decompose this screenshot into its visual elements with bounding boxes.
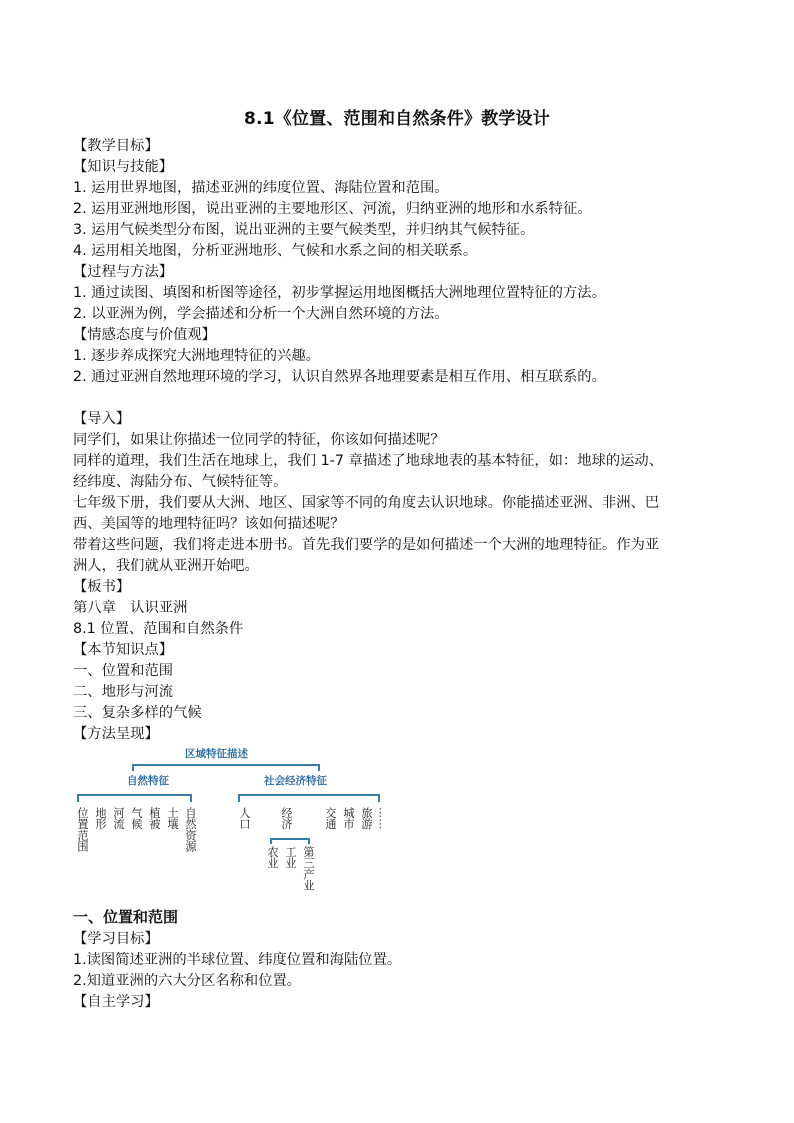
text-line: 第八章 认识亚洲 [73, 600, 188, 616]
diagram-connector [190, 794, 192, 802]
text-line: 1.读图简述亚洲的半球位置、纬度位置和海陆位置。 [73, 952, 402, 968]
diagram-item-economy: 经济 [280, 807, 293, 830]
text-line: 七年级下册，我们要从大洲、地区、国家等不同的角度去认识地球。你能描述亚洲、非洲、巴 [73, 495, 660, 511]
text-line: 带着这些问题，我们将走进本册书。首先我们要学的是如何描述一个大洲的地理特征。作为亚 [73, 537, 660, 553]
diagram-item-industry: 工业 [284, 846, 297, 869]
text-line: 8.1 位置、范围和自然条件 [73, 621, 244, 637]
diagram-social-label: 社会经济特征 [264, 775, 327, 787]
diagram-item-tourism: 旅游 [360, 807, 373, 830]
diagram-item-ellipsis: ⋯⋯ [374, 807, 387, 830]
method-diagram [73, 745, 403, 897]
text-line: 【自主学习】 [73, 994, 159, 1010]
text-line: 1. 运用世界地图，描述亚洲的纬度位置、海陆位置和范围。 [73, 180, 449, 196]
text-line: 同学们，如果让你描述一位同学的特征，你该如何描述呢？ [73, 432, 445, 448]
text-line: 2. 以亚洲为例，学会描述和分析一个大洲自然环境的方法。 [73, 306, 449, 322]
diagram-connector [132, 764, 319, 766]
text-line: 1. 通过读图、填图和析图等途径，初步掌握运用地图概括大洲地理位置特征的方法。 [73, 285, 606, 301]
diagram-root-label: 区域特征描述 [185, 748, 248, 760]
text-line: 三、复杂多样的气候 [73, 705, 202, 721]
diagram-item-terrain: 地形 [94, 807, 107, 830]
text-line: 【知识与技能】 [73, 159, 174, 175]
diagram-item-resources: 自然资源 [184, 807, 197, 852]
section-heading: 一、位置和范围 [73, 908, 179, 926]
text-line: 1. 逐步养成探究大洲地理特征的兴趣。 [73, 348, 320, 364]
diagram-item-location: 位置范围 [76, 807, 89, 852]
diagram-item-agriculture: 农业 [266, 846, 279, 869]
diagram-connector [77, 794, 192, 796]
diagram-connector [238, 794, 240, 802]
text-line: 【导入】 [73, 411, 131, 427]
diagram-connector [318, 764, 320, 771]
diagram-item-vegetation: 植被 [148, 807, 161, 830]
text-line: 【板书】 [73, 579, 131, 595]
diagram-connector [308, 838, 310, 844]
text-line: 2.知道亚洲的六大分区名称和位置。 [73, 973, 302, 989]
text-line: 西、美国等的地理特征吗？该如何描述呢？ [73, 516, 345, 532]
diagram-item-transport: 交通 [324, 807, 337, 830]
diagram-connector [378, 794, 380, 802]
text-line: 4. 运用相关地图，分析亚洲地形、气候和水系之间的相关联系。 [73, 243, 478, 259]
diagram-item-tertiary: 第三产业 [302, 846, 315, 891]
text-line: 【情感态度与价值观】 [73, 327, 216, 343]
diagram-connector [77, 794, 79, 802]
text-line: 一、位置和范围 [73, 663, 174, 679]
diagram-item-rivers: 河流 [112, 807, 125, 830]
text-line: 【方法呈现】 [73, 726, 159, 742]
text-line: 2. 通过亚洲自然地理环境的学习，认识自然界各地理要素是相互作用、相互联系的。 [73, 369, 606, 385]
text-line: 【教学目标】 [73, 138, 159, 154]
text-line: 【学习目标】 [73, 931, 159, 947]
diagram-item-soil: 土壤 [166, 807, 179, 830]
text-line: 经纬度、海陆分布、气候特征等。 [73, 474, 288, 490]
diagram-natural-label: 自然特征 [127, 775, 169, 787]
text-line: 洲人，我们就从亚洲开始吧。 [73, 558, 259, 574]
text-line: 2. 运用亚洲地形图，说出亚洲的主要地形区、河流，归纳亚洲的地形和水系特征。 [73, 201, 592, 217]
diagram-item-city: 城市 [342, 807, 355, 830]
diagram-item-population: 人口 [238, 807, 251, 830]
diagram-connector [132, 764, 134, 771]
diagram-connector [238, 794, 380, 796]
diagram-connector [270, 838, 310, 840]
diagram-connector [270, 838, 272, 844]
text-line: 【本节知识点】 [73, 642, 174, 658]
text-line: 【过程与方法】 [73, 264, 174, 280]
text-line: 同样的道理，我们生活在地球上，我们 1-7 章描述了地球地表的基本特征，如：地球的运动、 [73, 453, 664, 469]
diagram-item-climate: 气候 [130, 807, 143, 830]
text-line: 二、地形与河流 [73, 684, 174, 700]
document-title: 8.1《位置、范围和自然条件》教学设计 [244, 109, 550, 129]
text-line: 3. 运用气候类型分布图，说出亚洲的主要气候类型，并归纳其气候特征。 [73, 222, 535, 238]
